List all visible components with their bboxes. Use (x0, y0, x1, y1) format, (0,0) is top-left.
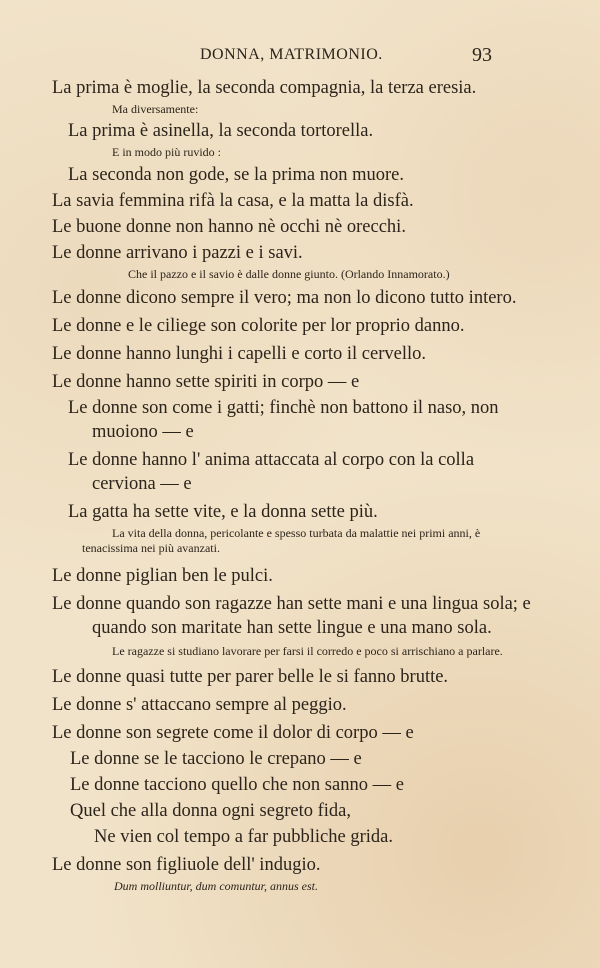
proverb-line: Le buone donne non hanno nè occhi nè orecchi. (52, 217, 406, 237)
proverb-line: Le donne dicono sempre il vero; ma non lo dicono tutto intero. (52, 288, 517, 308)
proverb-line: Le donne s' attaccano sempre al peggio. (52, 695, 347, 715)
proverb-line: Le donne quasi tutte per parer belle le si fanno brutte. (52, 667, 449, 687)
proverb-line: Le donne son figliuole dell' indugio. (52, 855, 321, 875)
note-line: Che il pazzo e il savio è dalle donne giunto. (Orlando Innamorato.) (128, 267, 450, 281)
page-header (0, 46, 600, 70)
proverb-line: Le donne hanno l' anima attaccata al corpo con la colla cerviona — e (68, 450, 475, 494)
proverb-line: Le donne e le ciliege son colorite per lor proprio danno. (52, 316, 465, 336)
proverb-line: Le donne tacciono quello che non sanno — e (70, 775, 404, 795)
note-line: Ma diversamente: (112, 102, 199, 116)
proverb-line: Le donne piglian ben le pulci. (52, 566, 273, 586)
proverb-line: La prima è moglie, la seconda compagnia, la terza eresia. (52, 78, 477, 98)
proverb-line: Le donne se le tacciono le crepano — e (70, 749, 362, 769)
running-title: DONNA, MATRIMONIO. (200, 46, 383, 63)
page-body (52, 76, 562, 894)
proverb-line: Le donne son segrete come il dolor di corpo — e (52, 723, 414, 743)
proverb-line: La savia femmina rifà la casa, e la matta la disfà. (52, 191, 414, 211)
note-line: La vita della donna, pericolante e spesso turbata da malattie nei primi anni, è tenacissima nei più avanzati. (82, 526, 481, 555)
proverb-line: Le donne hanno lunghi i capelli e corto il cervello. (52, 344, 426, 364)
note-line: E in modo più ruvido : (112, 145, 221, 159)
proverb-line: Ne vien col tempo a far pubbliche grida. (94, 827, 393, 847)
proverb-line: La prima è asinella, la seconda tortorella. (68, 121, 374, 141)
proverb-line: Le donne hanno sette spiriti in corpo — e (52, 372, 360, 392)
proverb-line: La seconda non gode, se la prima non muore. (68, 165, 404, 185)
page-number: 93 (472, 44, 492, 66)
proverb-line: Quel che alla donna ogni segreto fida, (70, 801, 351, 821)
proverb-line: La gatta ha sette vite, e la donna sette più. (68, 502, 378, 522)
proverb-line: Le donne quando son ragazze han sette mani e una lingua sola; e quando son maritate han sette lingue e una mano sola. (52, 594, 531, 638)
proverb-line: Le donne arrivano i pazzi e i savi. (52, 243, 303, 263)
proverb-line: Le donne son come i gatti; finchè non battono il naso, non muoiono — e (68, 398, 499, 442)
note-line: Dum molliuntur, dum comuntur, annus est. (114, 879, 319, 893)
note-line: Le ragazze si studiano lavorare per farsi il corredo e poco si arrischiano a parlare. (112, 644, 503, 658)
